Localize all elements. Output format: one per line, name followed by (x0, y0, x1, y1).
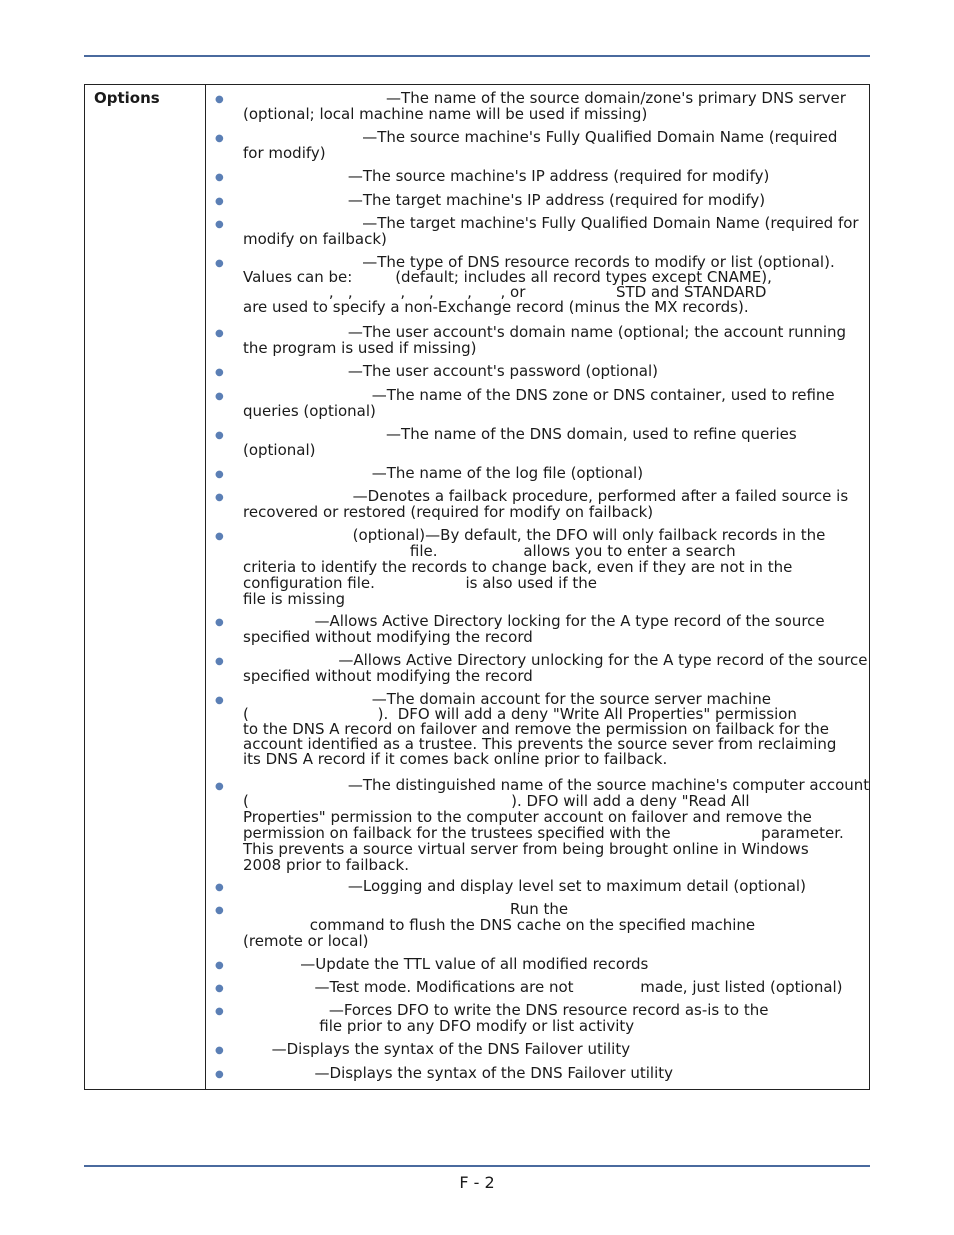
option-text-line: 2008 prior to failback. (243, 856, 409, 874)
option-text-line: file prior to any DFO modify or list activity (243, 1017, 635, 1035)
option-text-line: —Test mode. Modifications are not made, just listed (optional) (243, 978, 843, 996)
option-text-line: —The name of the source domain/zone's primary DNS server (243, 89, 846, 107)
option-text-line: (optional; local machine name will be used if missing) (243, 105, 648, 123)
option-text-line: This prevents a source virtual server from being brought online in Windows (243, 840, 809, 858)
options-label: Options (94, 89, 160, 107)
option-text-line: file. allows you to enter a search (243, 542, 736, 560)
option-text-line: ( ). DFO will add a deny "Read All (243, 792, 750, 810)
option-text-line: ( ). DFO will add a deny "Write All Properties" permission (243, 705, 797, 723)
bullet-icon: ● (215, 133, 224, 144)
option-text-line: specified without modifying the record (243, 667, 533, 685)
bullet-icon: ● (215, 328, 224, 339)
option-text-line: (remote or local) (243, 932, 369, 950)
option-text-line: permission on failback for the trustees specified with the parameter. (243, 824, 844, 842)
option-text-line: —The user account's domain name (optional; the account running (243, 323, 847, 341)
option-text-line: the program is used if missing) (243, 339, 477, 357)
footer-rule (84, 1165, 870, 1167)
option-text-line: command to flush the DNS cache on the specified machine (243, 916, 756, 934)
option-text-line: —The source machine's IP address (required for modify) (243, 167, 770, 185)
option-text-line: , , , , , , or STD and STANDARD (243, 283, 767, 301)
option-text-line: —The name of the log file (optional) (243, 464, 644, 482)
option-text-line: are used to specify a non-Exchange record (minus the MX records). (243, 298, 749, 316)
option-text-line: —Forces DFO to write the DNS resource record as-is to the (243, 1001, 769, 1019)
bullet-icon: ● (215, 469, 224, 480)
option-text-line: —Update the TTL value of all modified records (243, 955, 649, 973)
option-text-line: —Displays the syntax of the DNS Failover utility (243, 1040, 631, 1058)
bullet-icon: ● (215, 196, 224, 207)
option-text-line: —Denotes a failback procedure, performed after a failed source is (243, 487, 849, 505)
bullet-icon: ● (215, 960, 224, 971)
bullet-icon: ● (215, 617, 224, 628)
option-text-line: —The user account's password (optional) (243, 362, 658, 380)
options-table (84, 84, 870, 1090)
bullet-icon: ● (215, 1006, 224, 1017)
option-text-line: —The target machine's IP address (required for modify) (243, 191, 766, 209)
option-text-line: Run the (243, 900, 569, 918)
option-text-line: (optional)—By default, the DFO will only failback records in the (243, 526, 826, 544)
bullet-icon: ● (215, 172, 224, 183)
option-text-line: —Displays the syntax of the DNS Failover utility (243, 1064, 674, 1082)
option-text-line: —The source machine's Fully Qualified Domain Name (required (243, 128, 838, 146)
bullet-icon: ● (215, 531, 224, 542)
option-text-line: modify on failback) (243, 230, 387, 248)
bullet-icon: ● (215, 391, 224, 402)
bullet-icon: ● (215, 781, 224, 792)
option-text-line: (optional) (243, 441, 316, 459)
bullet-icon: ● (215, 1069, 224, 1080)
option-text-line: specified without modifying the record (243, 628, 533, 646)
options-label-cell (85, 85, 206, 1089)
bullet-icon: ● (215, 656, 224, 667)
option-text-line: to the DNS A record on failover and remove the permission on failback for the (243, 720, 829, 738)
bullet-icon: ● (215, 219, 224, 230)
option-text-line: for modify) (243, 144, 326, 162)
option-text-line: —Allows Active Directory locking for the A type record of the source (243, 612, 825, 630)
bullet-icon: ● (215, 695, 224, 706)
header-rule (84, 55, 870, 57)
option-text-line: —The name of the DNS domain, used to refine queries (243, 425, 797, 443)
option-text-line: —The domain account for the source server machine (243, 690, 771, 708)
option-text-line: recovered or restored (required for modify on failback) (243, 503, 654, 521)
option-text-line: file is missing (243, 590, 345, 608)
bullet-icon: ● (215, 258, 224, 269)
option-text-line: —The name of the DNS zone or DNS container, used to refine (243, 386, 835, 404)
bullet-icon: ● (215, 905, 224, 916)
option-text-line: queries (optional) (243, 402, 376, 420)
option-text-line: —The distinguished name of the source machine's computer account (243, 776, 870, 794)
option-text-line: its DNS A record if it comes back online prior to failback. (243, 750, 668, 768)
option-text-line: —Logging and display level set to maximum detail (optional) (243, 877, 806, 895)
page-number: F - 2 (459, 1173, 495, 1192)
option-text-line: —Allows Active Directory unlocking for the A type record of the source (243, 651, 868, 669)
bullet-icon: ● (215, 882, 224, 893)
bullet-icon: ● (215, 94, 224, 105)
bullet-icon: ● (215, 367, 224, 378)
bullet-icon: ● (215, 1045, 224, 1056)
bullet-icon: ● (215, 492, 224, 503)
option-text-line: —The type of DNS resource records to modify or list (optional). (243, 253, 835, 271)
bullet-icon: ● (215, 430, 224, 441)
option-text-line: configuration file. is also used if the (243, 574, 598, 592)
bullet-icon: ● (215, 983, 224, 994)
option-text-line: criteria to identify the records to change back, even if they are not in the (243, 558, 793, 576)
option-text-line: —The target machine's Fully Qualified Domain Name (required for (243, 214, 859, 232)
option-text-line: Properties" permission to the computer account on failover and remove the (243, 808, 812, 826)
option-text-line: Values can be: (default; includes all record types except CNAME), (243, 268, 772, 286)
option-text-line: account identified as a trustee. This prevents the source sever from reclaiming (243, 735, 837, 753)
